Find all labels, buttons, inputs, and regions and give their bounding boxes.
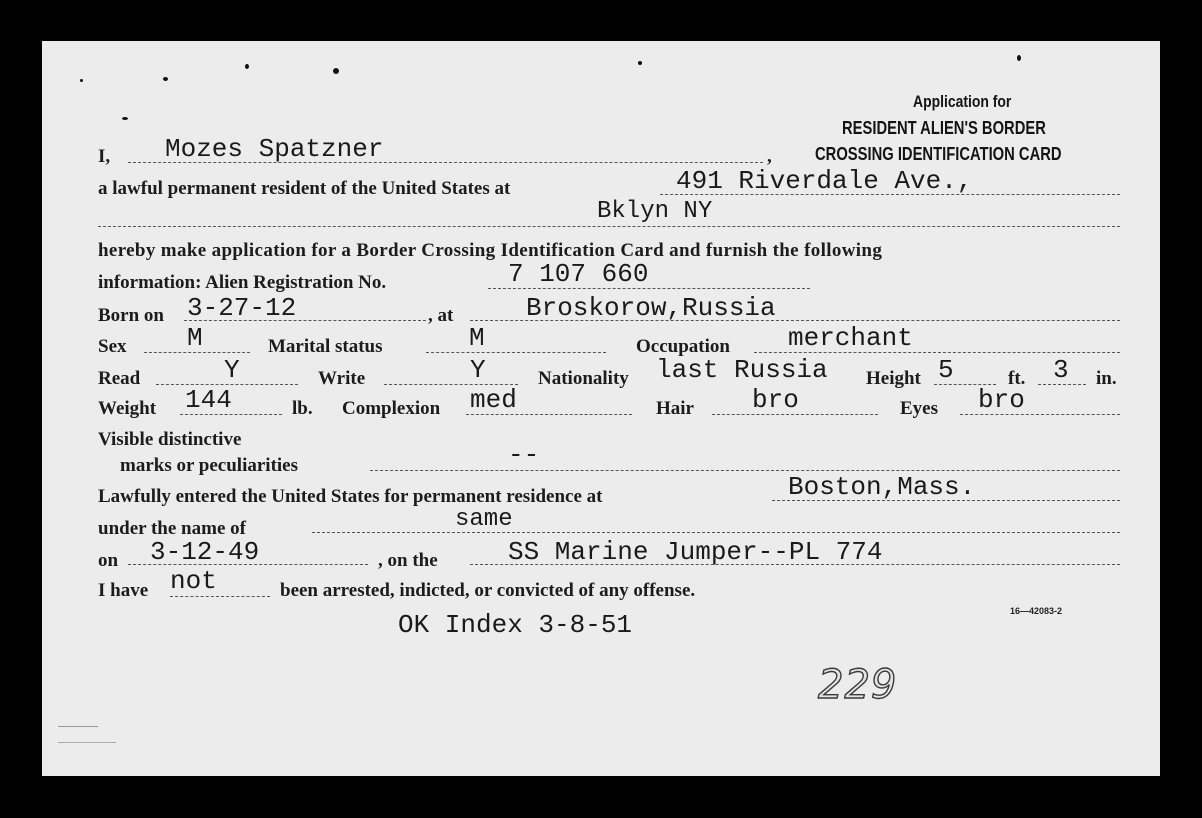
card-number: 229 (818, 662, 898, 708)
hereby-label: hereby make application for a Border Crossing Identification Card and furnish the following (98, 240, 883, 261)
write-label: Write (318, 368, 366, 389)
ink-speck (122, 117, 128, 120)
i-have-label: I have (98, 580, 149, 601)
complexion-value: med (470, 385, 517, 415)
weight-label: Weight (98, 398, 157, 419)
marital-value: M (469, 323, 485, 353)
lb-label: lb. (292, 398, 313, 419)
ft-label: ft. (1008, 368, 1026, 389)
on-the-label: , on the (378, 550, 438, 571)
born-place: Broskorow,Russia (526, 293, 776, 323)
entry-name-line (312, 532, 1120, 533)
entry-name-value: same (455, 506, 513, 533)
entered-label: Lawfully entered the United States for permanent residence at (98, 486, 603, 507)
ink-speck (638, 61, 642, 65)
occupation-value: merchant (788, 323, 913, 353)
eyes-label: Eyes (900, 398, 938, 419)
vessel-value: SS Marine Jumper--PL 774 (508, 537, 883, 567)
height-ft-value: 5 (938, 355, 954, 385)
marital-line (426, 352, 606, 353)
read-value: Y (224, 355, 240, 385)
sex-label: Sex (98, 336, 127, 357)
form-number: 16—42083-2 (1010, 606, 1063, 616)
header-line-1: Application for (913, 92, 1012, 111)
address-line-1-value: 491 Riverdale Ave., (676, 166, 973, 196)
index-note: OK Index 3-8-51 (398, 610, 633, 640)
marital-label: Marital status (268, 336, 383, 357)
at-label: , at (428, 305, 454, 326)
under-name-label: under the name of (98, 518, 246, 539)
born-date: 3-27-12 (187, 293, 297, 323)
visible-label-1: Visible distinctive (98, 429, 242, 450)
born-on-label: Born on (98, 305, 164, 326)
hair-value: bro (752, 385, 799, 415)
nationality-label: Nationality (538, 368, 629, 389)
comma-label: , (767, 146, 772, 167)
marks-value: -- (508, 440, 540, 470)
registration-no: 7 107 660 (508, 259, 649, 289)
complexion-label: Complexion (342, 398, 441, 419)
header-line-3: CROSSING IDENTIFICATION CARD (815, 144, 1062, 164)
resident-label: a lawful permanent resident of the United States at (98, 178, 511, 199)
occupation-label: Occupation (636, 336, 730, 357)
weight-value: 144 (185, 385, 232, 415)
ink-speck (245, 64, 249, 69)
eyes-value: bro (978, 385, 1025, 415)
height-in-value: 3 (1053, 355, 1069, 385)
sex-value: M (187, 323, 203, 353)
ink-speck (333, 68, 339, 74)
scan-mark (58, 742, 116, 743)
nationality-value: last Russia (656, 355, 828, 385)
hair-label: Hair (656, 398, 694, 419)
arrested-label: been arrested, indicted, or convicted of any offense. (280, 580, 696, 601)
i-label: I, (98, 146, 111, 167)
address-line-2 (98, 226, 1120, 227)
in-label: in. (1096, 368, 1117, 389)
marks-line (370, 470, 1120, 471)
ink-speck (163, 77, 168, 81)
applicant-name: Mozes Spatzner (165, 134, 384, 164)
entry-date-value: 3-12-49 (150, 537, 260, 567)
arrested-line (170, 596, 270, 597)
write-value: Y (470, 355, 486, 385)
read-label: Read (98, 368, 141, 389)
address-line-2-value: Bklyn NY (597, 198, 713, 225)
visible-label-2: marks or peculiarities (120, 455, 299, 476)
info-label: information: Alien Registration No. (98, 272, 387, 293)
scan-mark (58, 726, 98, 727)
on-label: on (98, 550, 119, 571)
height-label: Height (866, 368, 921, 389)
ink-speck (80, 79, 83, 82)
ink-speck (1017, 55, 1021, 61)
arrested-value: not (170, 566, 217, 596)
port-value: Boston,Mass. (788, 472, 976, 502)
header-line-2: RESIDENT ALIEN'S BORDER (842, 118, 1046, 138)
